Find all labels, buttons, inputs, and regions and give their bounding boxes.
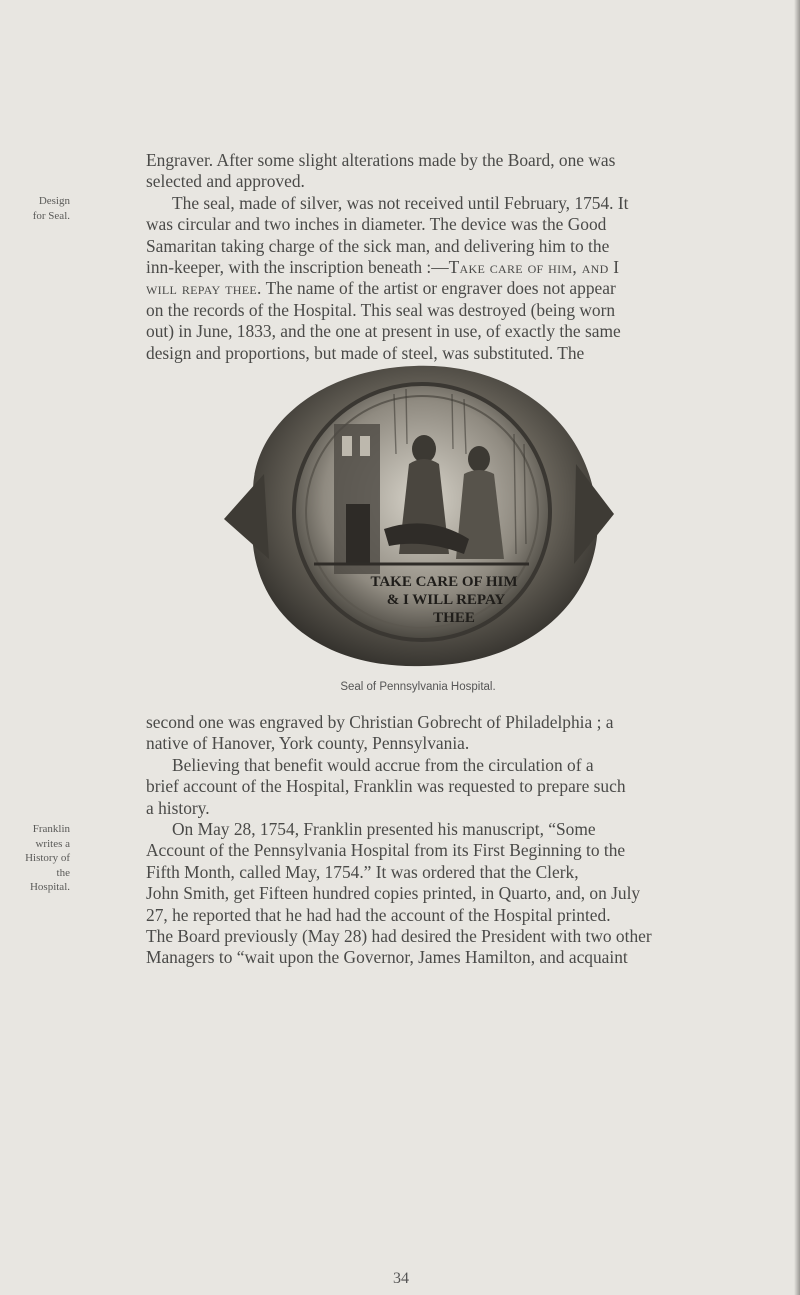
margin-note-line: writes a bbox=[35, 837, 70, 850]
text-line: Account of the Pennsylvania Hospital from its First Beginning to the bbox=[146, 840, 626, 861]
bottom-paragraph bbox=[146, 712, 690, 969]
margin-note-line: Franklin bbox=[32, 823, 70, 835]
margin-note-line: the Hospital. bbox=[29, 866, 70, 893]
text-line: On May 28, 1754, Franklin presented his manuscript, “Some bbox=[172, 819, 596, 840]
margin-note-line: for Seal. bbox=[32, 209, 70, 222]
text-line: design and proportions, but made of steel, was substituted. The bbox=[146, 342, 585, 363]
text-line: Believing that benefit would accrue from the circulation of a bbox=[172, 754, 594, 775]
text-line: on the records of the Hospital. This seal was destroyed (being worn bbox=[146, 299, 616, 320]
seal-inscription-line: TAKE CARE OF HIM bbox=[370, 574, 518, 590]
margin-note-franklin bbox=[22, 822, 70, 895]
margin-note-line: History of bbox=[25, 852, 70, 864]
text-line: brief account of the Hospital, Franklin was requested to prepare such bbox=[146, 776, 626, 797]
seal-image bbox=[224, 354, 614, 674]
text-line: selected and approved. bbox=[146, 171, 305, 192]
margin-note-line: Design bbox=[38, 195, 70, 207]
page-number: 34 bbox=[393, 1270, 409, 1287]
page-edge-shadow bbox=[794, 0, 800, 1295]
text-line: 27, he reported that he had had the account of the Hospital printed. bbox=[146, 904, 611, 925]
text-line bbox=[146, 257, 690, 278]
text-line: John Smith, get Fifteen hundred copies printed, in Quarto, and, on July bbox=[146, 883, 641, 904]
text-line: Fifth Month, called May, 1754.” It was ordered that the Clerk, bbox=[146, 861, 579, 882]
text-line: Managers to “wait upon the Governor, James Hamilton, and acquaint bbox=[146, 947, 628, 968]
text-line: native of Hanover, York county, Pennsylvania. bbox=[146, 733, 470, 754]
text-run: inn-keeper, with the inscription beneath :— bbox=[146, 257, 449, 278]
text-line: The Board previously (May 28) had desired the President with two other bbox=[146, 926, 652, 947]
text-line: Samaritan taking charge of the sick man, and delivering him to the bbox=[146, 235, 610, 256]
top-paragraph bbox=[146, 150, 690, 364]
text-line: Engraver. After some slight alterations made by the Board, one was bbox=[146, 150, 616, 170]
text-run: The name of the artist or engraver does not appear bbox=[261, 278, 616, 299]
text-line: a history. bbox=[146, 797, 210, 818]
seal-inscription-line: THEE bbox=[433, 610, 475, 626]
text-line: out) in June, 1833, and the one at present in use, of exactly the same bbox=[146, 321, 621, 342]
text-line bbox=[146, 278, 690, 299]
seal-motto-text: Take care of him, and I bbox=[448, 257, 620, 278]
text-line: second one was engraved by Christian Gobrecht of Philadelphia ; a bbox=[146, 712, 614, 732]
margin-note-design-seal bbox=[22, 194, 70, 223]
text-line: The seal, made of silver, was not received until February, 1754. It bbox=[172, 192, 629, 213]
seal-motto-text: will repay thee. bbox=[146, 278, 262, 299]
figure-caption: Seal of Pennsylvania Hospital. bbox=[340, 681, 496, 693]
seal-illustration bbox=[224, 354, 614, 674]
text-line: was circular and two inches in diameter. The device was the Good bbox=[146, 214, 607, 235]
seal-inscription-line: & I WILL REPAY bbox=[386, 592, 506, 608]
